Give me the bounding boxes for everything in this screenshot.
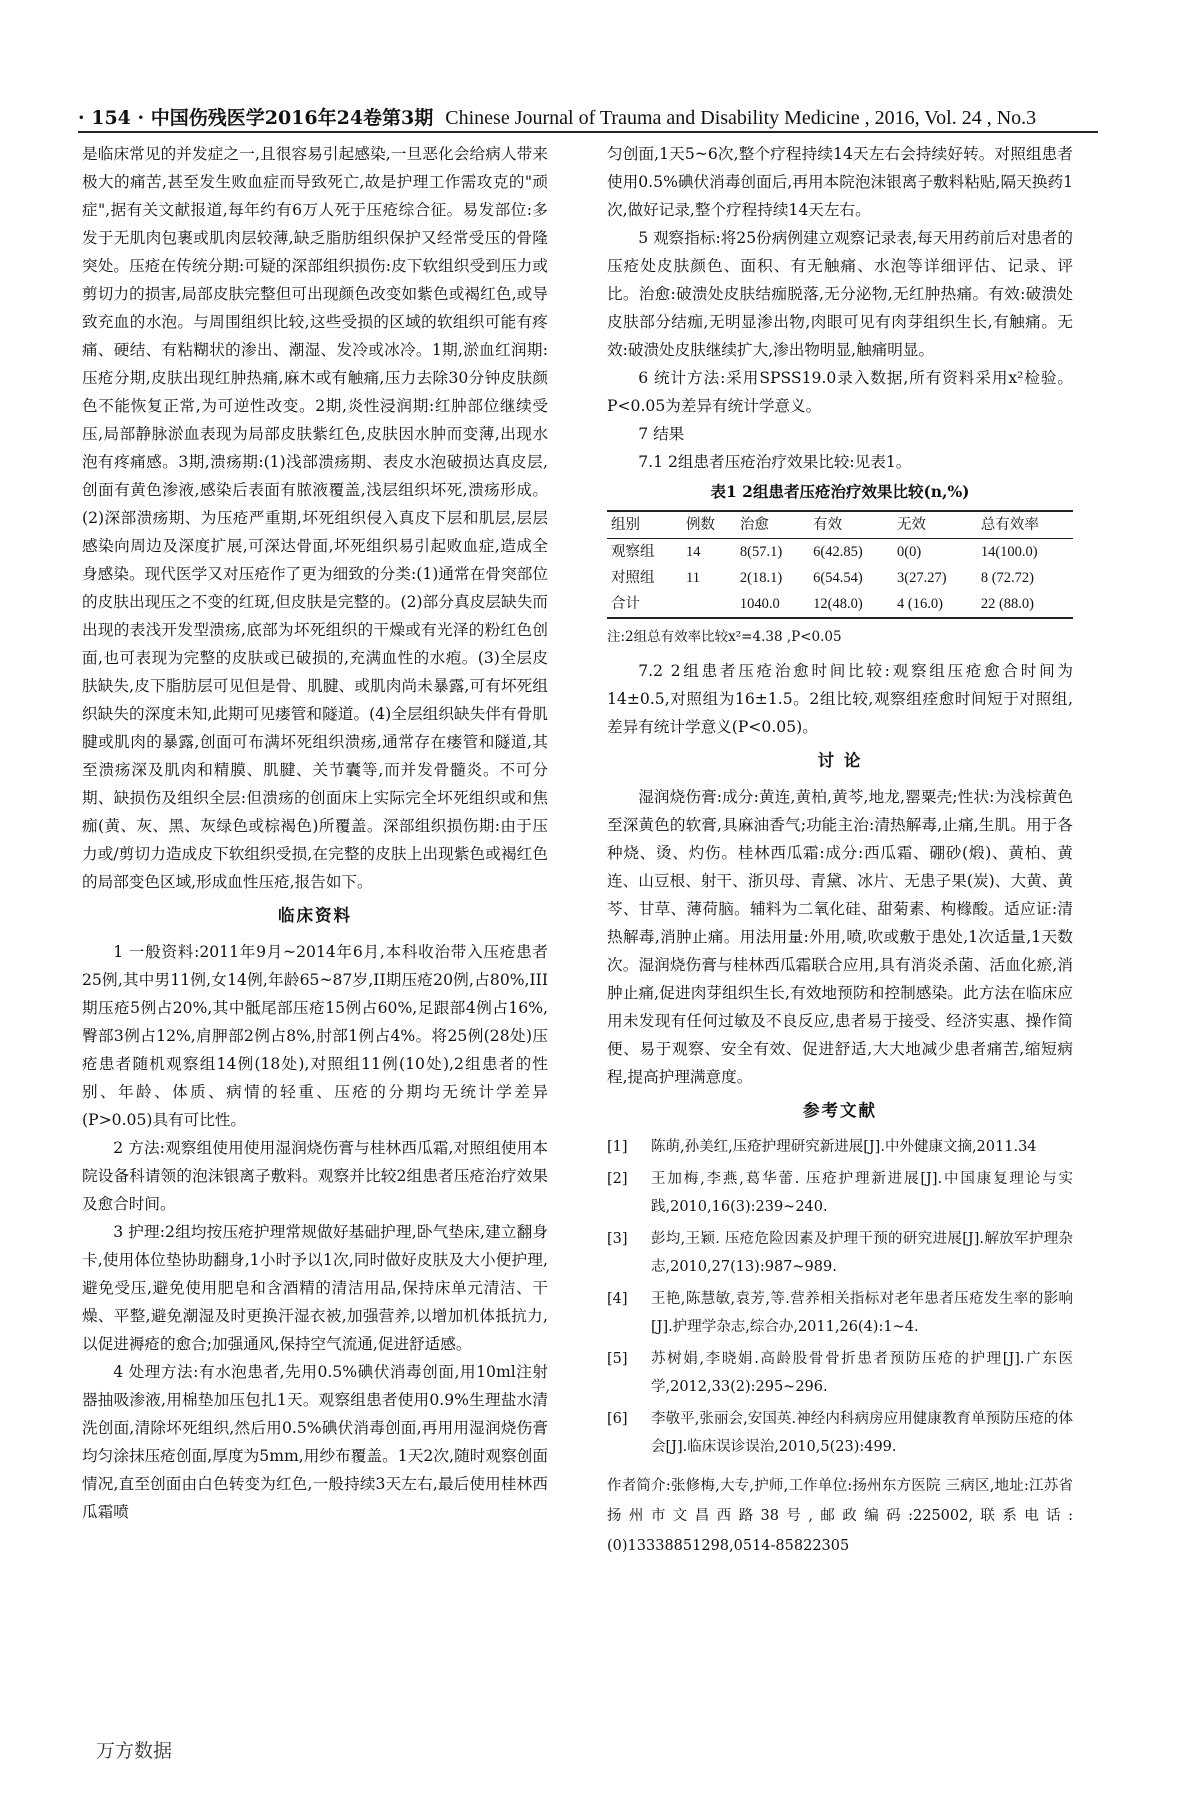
- reference-text: 李敬平,张丽会,安国英.神经内科病房应用健康教育单预防压疮的体会[J].临床误诊误治,2010,5(23):499.: [651, 1411, 1073, 1455]
- section-title-references: 参考文献: [803, 1101, 877, 1120]
- reference-text: 彭均,王颖. 压疮危险因素及护理干预的研究进展[J].解放军护理杂志,2010,27(13):987~989.: [651, 1231, 1073, 1275]
- reference-item: [607, 1405, 1073, 1461]
- paragraph-results-7-2: 7.2 2组患者压疮治愈时间比较:观察组压疮愈合时间为14±0.5,对照组为16±1.5。2组比较,观察组痊愈时间短于对照组,差异有统计学意义(P<0.05)。: [607, 662, 1073, 736]
- table-header-row: [607, 511, 1073, 539]
- running-header: [78, 98, 1098, 130]
- table-cell: 4 (16.0): [897, 596, 943, 612]
- paragraph-treatment-cont: 匀创面,1天5~6次,整个疗程持续14天左右会持续好转。对照组患者使用0.5%碘伏消毒创面后,再用本院泡沫银离子敷料粘贴,隔天换药1次,做好记录,整个疗程持续14天左右。: [607, 145, 1073, 219]
- th-group: 组别: [611, 517, 640, 533]
- paragraph-discussion: 湿润烧伤膏:成分:黄连,黄柏,黄芩,地龙,罂粟壳;性状:为浅棕黄色至深黄色的软膏,具麻油香气;功能主治:清热解毒,止痛,生肌。用于各种烧、烫、灼伤。桂林西瓜霜:成分:西瓜霜、硼砂(煅)、黄柏、黄连、山豆根、射干、浙贝母、青黛、冰片、无患子果(炭)、大黄、黄芩、甘草、薄荷脑。辅料为二氧化硅、甜菊素、枸橼酸。适应证:清热解毒,消肿止痛。用法用量:外用,喷,吹或敷于患处,1次适量,1天数次。湿润烧伤膏与桂林西瓜霜联合应用,具有消炎杀菌、活血化瘀,消肿止痛,促进肉芽组织生长,有效地预防和控制感染。此方法在临床应用未发现有任何过敏及不良反应,患者易于接受、经济实惠、操作简便、易于观察、安全有效、促进舒适,大大地减少患者痛苦,缩短病程,提高护理满意度。: [607, 788, 1073, 1086]
- right-column: [607, 140, 1073, 1561]
- table-cell: [682, 591, 736, 618]
- table-cell: 观察组: [611, 544, 655, 560]
- reference-list: [607, 1133, 1073, 1461]
- table-cell: 3(27.27): [897, 570, 947, 586]
- reference-item: [607, 1225, 1073, 1281]
- reference-item: [607, 1133, 1073, 1161]
- th-effective: 有效: [813, 517, 843, 533]
- paragraph-general-info: 1 一般资料:2011年9月~2014年6月,本科收治带入压疮患者25例,其中男11例,女14例,年龄65~87岁,II期压疮20例,占80%,III期压疮5例占20%,其中骶尾部压疮15例占60%,足跟部4例占16%,臀部3例占12%,肩胛部2例占8%,肘部1例占4%。将25例(28处)压疮患者随机观察组14例(18处),对照组11例(10处),2组患者的性别、年龄、体质、病情的轻重、压疮的分期均无统计学差异(P>0.05)具有可比性。: [82, 943, 548, 1129]
- table-cell: 14(100.0): [980, 544, 1038, 560]
- table-cell: 合计: [611, 596, 640, 612]
- table-note: 注:2组总有效率比较x²=4.38 ,P<0.05: [607, 629, 842, 645]
- table-cell: 12(48.0): [813, 596, 863, 612]
- table-cell: 8 (72.72): [980, 570, 1034, 586]
- table-cell: 1040.0: [739, 596, 780, 612]
- paragraph-statistics: 6 统计方法:采用SPSS19.0录入数据,所有资料采用x²检验。P<0.05为差异有统计学意义。: [607, 369, 1073, 415]
- reference-text: 王加梅,李燕,葛华蕾. 压疮护理新进展[J].中国康复理论与实践,2010,16(3):239~240.: [651, 1171, 1073, 1215]
- table-caption: 表1 2组患者压疮治疗效果比较(n,%): [710, 482, 970, 501]
- reference-number: [2]: [607, 1171, 628, 1187]
- section-title-clinical: 临床资料: [278, 906, 352, 925]
- table-cell: 6(42.85): [813, 544, 863, 560]
- header-rule: [78, 131, 1098, 133]
- th-ineffective: 无效: [897, 517, 926, 533]
- th-cured: 治愈: [739, 517, 769, 533]
- paragraph-results-7-1: 7.1 2组患者压疮治疗效果比较:见表1。: [638, 453, 912, 471]
- table-row: [607, 539, 1073, 566]
- table-cell: 6(54.54): [813, 570, 863, 586]
- table-cell: 2(18.1): [739, 570, 783, 586]
- left-column: [82, 140, 548, 1526]
- reference-number: [1]: [607, 1139, 628, 1155]
- reference-item: [607, 1165, 1073, 1221]
- table-cell: 11: [686, 570, 700, 586]
- th-total-rate: 总有效率: [980, 517, 1039, 533]
- table-cell: 0(0): [897, 544, 922, 560]
- reference-number: [5]: [607, 1351, 628, 1367]
- reference-number: [3]: [607, 1231, 628, 1247]
- table-cell: 8(57.1): [739, 544, 783, 560]
- paragraph-nursing: 3 护理:2组均按压疮护理常规做好基础护理,卧气垫床,建立翻身卡,使用体位垫协助翻身,1小时予以1次,同时做好皮肤及大小便护理,避免受压,避免使用肥皂和含酒精的清洁用品,保持床单元清洁、干燥、平整,避免潮湿及时更换汗湿衣被,加强营养,以增加机体抵抗力,以促进褥疮的愈合;加强通风,保持空气流通,促进舒适感。: [82, 1223, 548, 1353]
- section-title-discussion: 讨 论: [817, 751, 863, 770]
- author-note: 作者简介:张修梅,大专,护师,工作单位:扬州东方医院 三病区,地址:江苏省扬州市文昌西路38号,邮政编码:225002,联系电话:(0)13338851298,0514-85822305: [607, 1478, 1073, 1554]
- paragraph-treatment: 4 处理方法:有水泡患者,先用0.5%碘伏消毒创面,用10ml注射器抽吸渗液,用棉垫加压包扎1天。观察组患者使用0.9%生理盐水清洗创面,清除坏死组织,然后用0.5%碘伏消毒创面,再用用湿润烧伤膏均匀涂抹压疮创面,厚度为5mm,用纱布覆盖。1天2次,随时观察创面情况,直至创面由白色转变为红色,一般持续3天左右,最后使用桂林西瓜霜喷: [82, 1363, 548, 1521]
- reference-item: [607, 1285, 1073, 1341]
- header-journal-cn: · 154 · 中国伤残医学2016年24卷第3期: [78, 107, 434, 129]
- intro-paragraph: 是临床常见的并发症之一,且很容易引起感染,一旦恶化会给病人带来极大的痛苦,甚至发生败血症而导致死亡,故是护理工作需攻克的"顽症",据有关文献报道,每年约有6万人死于压疮综合征。易发部位:多发于无肌肉包裹或肌肉层较薄,缺乏脂肪组织保护又经常受压的骨隆突处。压疮在传统分期:可疑的深部组织损伤:皮下软组织受到压力或剪切力的损害,局部皮肤完整但可出现颜色改变如紫色或褐红色,或导致充血的水泡。与周围组织比较,这些受损的区域的软组织可能有疼痛、硬结、有粘糊状的渗出、潮湿、发冷或冰冷。1期,淤血红润期:压疮分期,皮肤出现红肿热痛,麻木或有触痛,压力去除30分钟皮肤颜色不能恢复正常,为可逆性改变。2期,炎性浸润期:红肿部位继续受压,局部静脉淤血表现为局部皮肤紫红色,皮肤因水肿而变薄,出现水泡有疼痛感。3期,溃疡期:(1)浅部溃疡期、表皮水泡破损达真皮层,创面有黄色渗液,感染后表面有脓液覆盖,浅层组织坏死,溃疡形成。(2)深部溃疡期、为压疮严重期,坏死组织侵入真皮下层和肌层,层层感染向周边及深度扩展,可深达骨面,坏死组织易引起败血症,造成全身感染。现代医学又对压疮作了更为细致的分类:(1)通常在骨突部位的皮肤出现压之不变的红斑,但皮肤是完整的。(2)部分真皮层缺失而出现的表浅开发型溃疡,底部为坏死组织的干燥或有光泽的粉红色创面,也可表现为完整的皮肤或已破损的,充满血性的水疱。(3)全层皮肤缺失,皮下脂肪层可见但是骨、肌腱、或肌肉尚未暴露,可有坏死组织缺失的深度未知,此期可见瘘管和隧道。(4)全层组织缺失伴有骨肌腱或肌肉的暴露,创面可布满坏死组织溃疡,通常存在瘘管和隧道,其至溃疡深及肌肉和精膜、肌腱、关节囊等,而并发骨髓炎。不可分期、缺损伤及组织全层:但溃疡的创面床上实际完全坏死组织或和焦痂(黄、灰、黑、灰绿色或棕褐色)所覆盖。深部组织损伤期:由于压力或/剪切力造成皮下软组织受损,在完整的皮肤上出现紫色或褐红色的局部变色区域,形成血性压疮,报告如下。: [82, 145, 548, 891]
- table-row: [607, 565, 1073, 591]
- results-table: [607, 510, 1073, 619]
- paragraph-results-heading: 7 结果: [638, 425, 685, 443]
- table-row: [607, 591, 1073, 618]
- reference-text: 王艳,陈慧敏,袁芳,等.营养相关指标对老年患者压疮发生率的影响[J].护理学杂志,综合办,2011,26(4):1~4.: [651, 1291, 1073, 1335]
- th-count: 例数: [686, 517, 716, 533]
- table-cell: 对照组: [611, 570, 655, 586]
- header-journal-en: Chinese Journal of Trauma and Disability Medicine , 2016, Vol. 24 , No.3: [445, 107, 1037, 129]
- reference-text: 陈萌,孙美红,压疮护理研究新进展[J].中外健康文摘,2011.34: [651, 1139, 1037, 1155]
- reference-text: 苏树娟,李晓娟.高龄股骨骨折患者预防压疮的护理[J].广东医学,2012,33(2):295~296.: [651, 1351, 1073, 1395]
- table-cell: 22 (88.0): [980, 596, 1034, 612]
- paragraph-indicators: 5 观察指标:将25份病例建立观察记录表,每天用药前后对患者的压疮处皮肤颜色、面积、有无触痛、水泡等详细评估、记录、评比。治愈:破溃处皮肤结痂脱落,无分泌物,无红肿热痛。有效:破溃处皮肤部分结痂,无明显渗出物,肉眼可见有肉芽组织生长,有触痛。无效:破溃处皮肤继续扩大,渗出物明显,触痛明显。: [607, 229, 1073, 359]
- table-cell: 14: [686, 544, 701, 560]
- reference-number: [4]: [607, 1291, 628, 1307]
- reference-number: [6]: [607, 1411, 628, 1427]
- reference-item: [607, 1345, 1073, 1401]
- watermark-text: 万方数据: [96, 1740, 173, 1762]
- paragraph-method: 2 方法:观察组使用使用湿润烧伤膏与桂林西瓜霜,对照组使用本院设备科请领的泡沫银离子敷料。观察并比较2组患者压疮治疗效果及愈合时间。: [82, 1139, 548, 1213]
